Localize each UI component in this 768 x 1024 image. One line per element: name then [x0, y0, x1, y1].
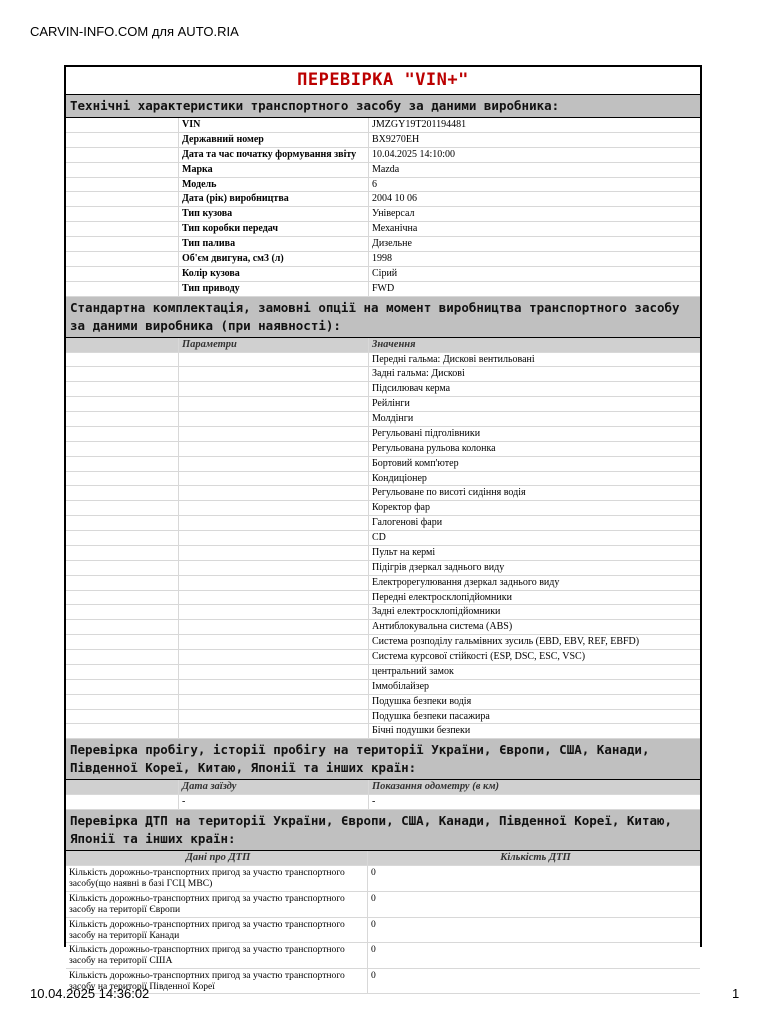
table-row [66, 237, 700, 252]
table-row [66, 252, 700, 267]
list-item: Бортовий комп'ютер [66, 457, 700, 472]
list-item: Система курсової стійкості (ESP, DSC, ESC, VSC) [66, 650, 700, 665]
spec-label: Дата (рік) виробництва [179, 192, 369, 206]
accident-section-heading: Перевірка ДТП на території України, Європи, США, Канади, Південної Кореї, Китаю, Японії та інших країн: [66, 810, 700, 851]
spec-value: Дизельне [372, 238, 412, 250]
accident-data-column-header: Дані про ДТП [66, 851, 368, 865]
footer-datetime: 10.04.2025 14:36:02 [30, 986, 150, 1001]
spec-label: Модель [179, 178, 369, 192]
list-item: Підсилювач керма [66, 382, 700, 397]
list-item: Система розподілу гальмівних зусиль (EBD, EBV, REF, EBFD) [66, 635, 700, 650]
spec-label: Тип палива [179, 237, 369, 251]
spec-label: Тип приводу [179, 282, 369, 296]
mileage-header-row [66, 780, 700, 795]
list-item: Бічні подушки безпеки [66, 724, 700, 739]
spec-value: 6 [372, 178, 377, 190]
list-item: Галогенові фари [66, 516, 700, 531]
table-row: - - [66, 795, 700, 810]
spec-label: Дата та час початку формування звіту [179, 148, 369, 162]
page-number: 1 [732, 986, 740, 1001]
table-row [66, 222, 700, 237]
page-header: CARVIN-INFO.COM для AUTO.RIA [30, 24, 239, 39]
table-row: Кількість дорожньо-транспортних пригод за участю транспортного засобу на території Південної Кореї 0 [66, 969, 700, 995]
table-row [66, 163, 700, 178]
list-item: Подушка безпеки пасажира [66, 710, 700, 725]
table-row [66, 148, 700, 163]
params-column-header: Параметри [179, 338, 369, 352]
list-item: Коректор фар [66, 501, 700, 516]
table-row: Кількість дорожньо-транспортних пригод за участю транспортного засобу на території Канади 0 [66, 918, 700, 944]
accident-count-column-header: Кількість ДТП [500, 852, 571, 864]
table-row [66, 178, 700, 193]
list-item: Подушка безпеки водія [66, 695, 700, 710]
spec-value: FWD [372, 282, 395, 294]
spec-value: JMZGY19T201194481 [372, 119, 467, 130]
date-column-header: Дата заїзду [179, 780, 369, 794]
table-row: Кількість дорожньо-транспортних пригод за участю транспортного засобу на території Європи 0 [66, 892, 700, 918]
list-item: Іммобілайзер [66, 680, 700, 695]
spec-label: VIN [179, 118, 369, 132]
list-item: Антиблокувальна система (ABS) [66, 620, 700, 635]
spec-section-heading: Технічні характеристики транспортного засобу за даними виробника: [66, 95, 700, 118]
spec-value: Механічна [372, 223, 418, 235]
list-item: Пульт на кермі [66, 546, 700, 561]
list-item: Регульоване по висоті сидіння водія [66, 486, 700, 501]
table-row [66, 192, 700, 207]
spec-label: Тип кузова [179, 207, 369, 221]
spec-value: Mazda [372, 163, 400, 175]
list-item: Передні електросклопідйомники [66, 591, 700, 606]
list-item: Задні електросклопідйомники [66, 605, 700, 620]
report-title: ПЕРЕВІРКА "VIN+" [66, 67, 700, 95]
list-item: CD [66, 531, 700, 546]
accident-table [66, 851, 700, 994]
spec-label: Тип коробки передач [179, 222, 369, 236]
options-table [66, 338, 700, 740]
table-row [66, 118, 700, 133]
accident-header-row [66, 851, 700, 866]
list-item: Молдінги [66, 412, 700, 427]
list-item: Задні гальма: Дискові [66, 367, 700, 382]
list-item: Передні гальма: Дискові вентильовані [66, 353, 700, 368]
spec-value: 10.04.2025 14:10:00 [372, 148, 456, 160]
options-section-heading: Стандартна комплектація, замовні опції на момент виробництва транспортного засобу за даними виробника (при наявності): [66, 297, 700, 338]
table-row [66, 133, 700, 148]
spec-label: Колір кузова [179, 267, 369, 281]
list-item: Підігрів дзеркал заднього виду [66, 561, 700, 576]
list-item: Рейлінги [66, 397, 700, 412]
list-item: Регульовані підголівники [66, 427, 700, 442]
spec-value: Універсал [372, 208, 415, 220]
spec-value: Сірий [372, 267, 398, 279]
spec-label: Об'єм двигуна, см3 (л) [179, 252, 369, 266]
mileage-section-heading: Перевірка пробігу, історії пробігу на території України, Європи, США, Канади, Південної Кореї, Китаю, Японії та інших країн: [66, 739, 700, 780]
odometer-column-header: Показання одометру (в км) [372, 781, 500, 793]
list-item: центральний замок [66, 665, 700, 680]
values-column-header: Значення [372, 338, 416, 350]
spec-table [66, 118, 700, 297]
list-item: Кондиціонер [66, 472, 700, 487]
table-row [66, 282, 700, 297]
table-row [66, 207, 700, 222]
spec-value: 2004 10 06 [372, 193, 417, 205]
report-document [64, 65, 702, 992]
spec-value: BX9270EH [372, 133, 420, 145]
spec-value: 1998 [372, 253, 392, 265]
table-row [66, 267, 700, 282]
spec-label: Державний номер [179, 133, 369, 147]
mileage-table [66, 780, 700, 810]
options-header-row [66, 338, 700, 353]
list-item: Електрорегулювання дзеркал заднього виду [66, 576, 700, 591]
table-row: Кількість дорожньо-транспортних пригод за участю транспортного засобу(що наявні в базі ГСЦ МВС) 0 [66, 866, 700, 892]
table-row: Кількість дорожньо-транспортних пригод за участю транспортного засобу на території США 0 [66, 943, 700, 969]
spec-label: Марка [179, 163, 369, 177]
list-item: Регульована рульова колонка [66, 442, 700, 457]
